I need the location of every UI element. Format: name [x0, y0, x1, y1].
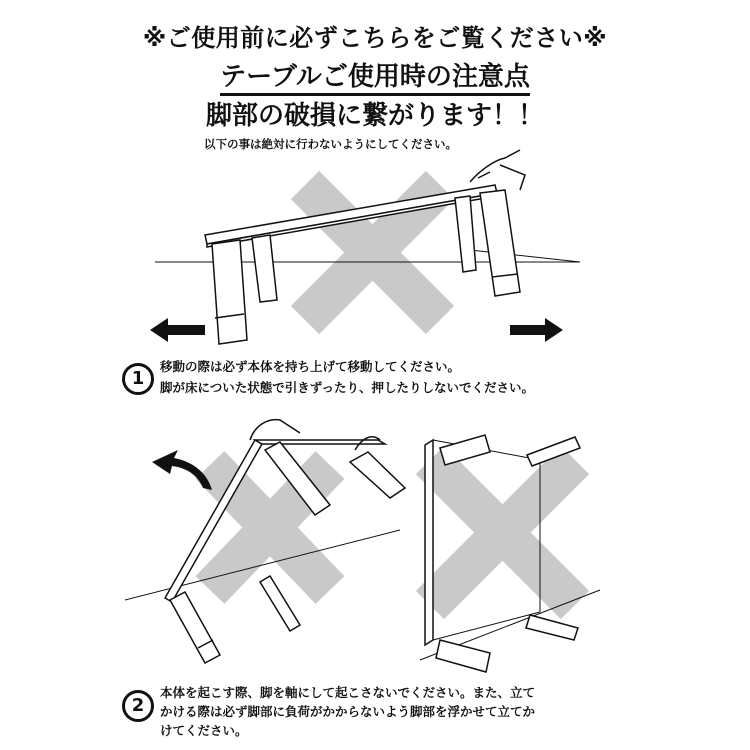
arrow-right-icon	[510, 318, 563, 342]
page-title-text: テーブルご使用時の注意点	[220, 62, 530, 96]
instruction-line: かける際は必ず脚部に負荷がかからないよう脚部を浮かせて立てか	[160, 704, 536, 719]
warning-heading: 脚部の破損に繋がります！！	[205, 101, 544, 131]
step-number-badge: 2	[122, 690, 154, 722]
instruction-line: 本体を起こす際、脚を軸にして起こさないでください。また、立て	[160, 685, 536, 700]
page-title	[0, 56, 750, 93]
instruction-line: けてください。	[160, 723, 248, 738]
notice-heading: ※ご使用前に必ずこちらをご覧ください※	[142, 24, 608, 52]
intro-text: 以下の事は絶対に行わないようにしてください。	[204, 137, 457, 151]
instruction-line: 移動の際は必ず本体を持ち上げて移動してください。	[160, 359, 461, 374]
curved-arrow-icon	[152, 450, 212, 490]
step-number-badge: 1	[122, 363, 154, 395]
arrow-left-icon	[150, 318, 205, 342]
instruction-line: 脚が床についた状態で引きずったり、押したりしないでください。	[160, 380, 535, 395]
